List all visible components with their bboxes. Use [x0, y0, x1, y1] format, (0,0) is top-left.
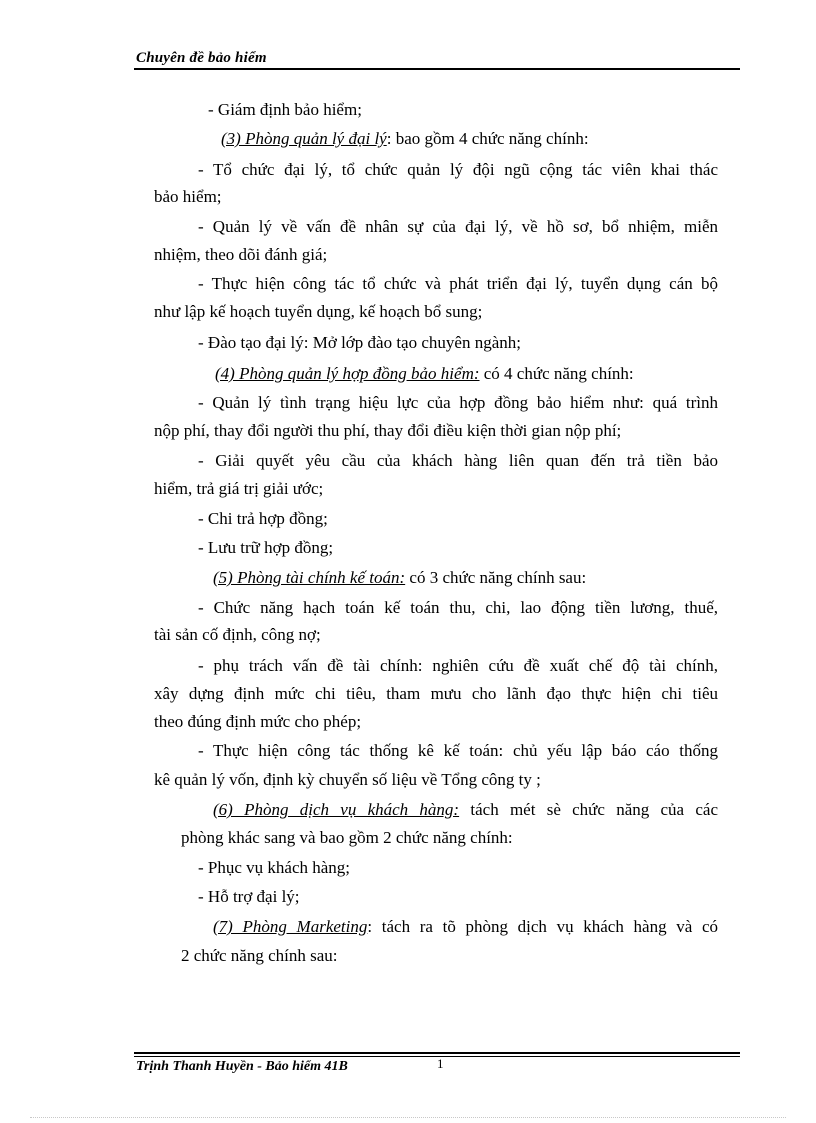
section-heading: (7) Phòng Marketing: [213, 917, 368, 936]
section-heading: (6) Phòng dịch vụ khách hàng:: [213, 800, 460, 819]
body-line: - Phục vụ khách hàng;: [198, 858, 351, 877]
section-heading-rest: tách mét sè chức năng của các: [459, 800, 719, 819]
body-line: tài sản cố định, công nợ;: [154, 625, 321, 644]
body-line: nhiệm, theo dõi đánh giá;: [154, 245, 328, 264]
body-line: nộp phí, thay đổi người thu phí, thay đổi điều kiện thời gian nộp phí;: [154, 421, 622, 440]
header-title: Chuyên đề bảo hiểm: [136, 50, 267, 66]
footer-rule: [134, 1052, 740, 1054]
body-line: - Giải quyết yêu cầu của khách hàng liên quan đến trả tiền bảo: [198, 451, 718, 470]
body-line: như lập kế hoạch tuyển dụng, kế hoạch bổ sung;: [154, 302, 483, 321]
body-line: - Giám định bảo hiểm;: [208, 100, 362, 119]
body-line: kê quản lý vốn, định kỳ chuyển số liệu về Tổng công ty ;: [154, 770, 541, 789]
footer-author: Trịnh Thanh Huyền - Bảo hiểm 41B: [136, 1059, 348, 1074]
body-line: - Hỗ trợ đại lý;: [198, 887, 300, 906]
section-heading-line: [213, 568, 586, 588]
body-line: - Chi trả hợp đồng;: [198, 509, 328, 528]
section-heading: (3) Phòng quản lý đại lý: [221, 129, 387, 148]
header-rule: [134, 68, 740, 70]
body-line: 2 chức năng chính sau:: [181, 946, 338, 965]
body-line: - Chức năng hạch toán kế toán thu, chi, lao động tiền lương, thuế,: [198, 598, 718, 617]
body-line: - Thực hiện công tác tổ chức và phát triển đại lý, tuyển dụng cán bộ: [198, 274, 718, 293]
body-line: bảo hiểm;: [154, 187, 222, 206]
body-line: - Lưu trữ hợp đồng;: [198, 538, 334, 557]
section-heading-rest: có 4 chức năng chính:: [479, 364, 634, 383]
body-line: - phụ trách vấn đề tài chính: nghiên cứu đề xuất chế độ tài chính,: [198, 656, 718, 675]
section-heading-line: [213, 800, 718, 820]
body-line: xây dựng định mức chi tiêu, tham mưu cho lãnh đạo thực hiện chi tiêu: [154, 684, 718, 703]
body-line: - Thực hiện công tác thống kê kế toán: chủ yếu lập báo cáo thống: [198, 741, 718, 760]
section-heading-rest: : bao gồm 4 chức năng chính:: [386, 129, 589, 148]
section-heading-line: [213, 917, 718, 937]
section-heading: (4) Phòng quản lý hợp đồng bảo hiểm:: [215, 364, 480, 383]
section-heading: (5) Phòng tài chính kế toán:: [213, 568, 406, 587]
body-line: - Quản lý về vấn đề nhân sự của đại lý, về hồ sơ, bổ nhiệm, miễn: [198, 217, 718, 236]
section-heading-line: [221, 129, 589, 149]
body-line: hiểm, trả giá trị giải ước;: [154, 479, 324, 498]
body-line: phòng khác sang và bao gồm 2 chức năng chính:: [181, 828, 513, 847]
page-number: 1: [437, 1056, 444, 1071]
body-line: - Quản lý tình trạng hiệu lực của hợp đồng bảo hiểm như: quá trình: [198, 393, 718, 412]
section-heading-rest: có 3 chức năng chính sau:: [405, 568, 587, 587]
page-bottom-dotted-border: [30, 1117, 786, 1118]
section-heading-rest: : tách ra tõ phòng dịch vụ khách hàng và có: [367, 917, 718, 936]
section-heading-line: [215, 364, 634, 384]
body-line: theo đúng định mức cho phép;: [154, 712, 362, 731]
body-line: - Tổ chức đại lý, tổ chức quản lý đội ngũ cộng tác viên khai thác: [198, 160, 718, 179]
body-line: - Đào tạo đại lý: Mở lớp đào tạo chuyên ngành;: [198, 333, 521, 352]
